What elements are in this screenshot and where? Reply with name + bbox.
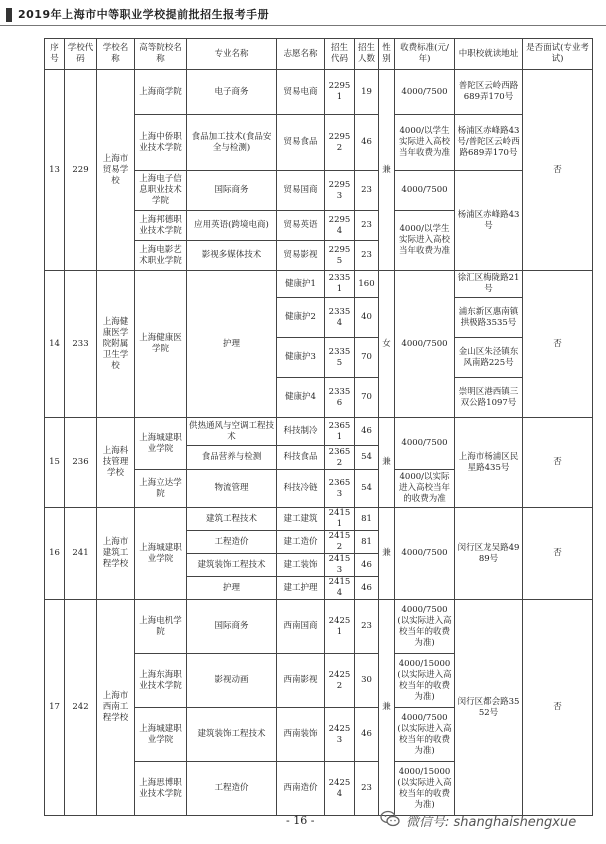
college-cell: 上海思博职业技术学院 <box>135 762 187 816</box>
school-name-cell: 上海科技管理学校 <box>97 418 135 508</box>
count-cell: 46 <box>355 577 379 600</box>
header-divider <box>0 25 606 26</box>
college-cell: 上海立达学院 <box>135 470 187 508</box>
count-cell: 19 <box>355 70 379 115</box>
seq-cell: 14 <box>45 271 65 418</box>
address-cell: 普陀区云岭西路689弄170号 <box>455 70 523 115</box>
col-enroll-code: 招生代码 <box>325 39 355 70</box>
col-major: 专业名称 <box>187 39 277 70</box>
interview-cell: 否 <box>523 271 593 418</box>
table-row <box>45 70 593 115</box>
major-cell: 建筑装饰工程技术 <box>187 708 277 762</box>
table-row <box>45 418 593 446</box>
volunteer-cell: 健康护2 <box>277 298 325 338</box>
interview-cell: 否 <box>523 600 593 816</box>
gender-cell: 兼 <box>379 600 395 816</box>
page-header <box>0 0 606 26</box>
school-code-cell: 242 <box>65 600 97 816</box>
school-name-cell: 上海健康医学院附属卫生学校 <box>97 271 135 418</box>
page-title: 2019年上海市中等职业学校提前批招生报考手册 <box>18 8 270 21</box>
header-bar-mark <box>6 8 12 22</box>
enroll-code-cell: 22955 <box>325 241 355 271</box>
college-cell: 上海邦德职业技术学院 <box>135 211 187 241</box>
enroll-code-cell: 22953 <box>325 171 355 211</box>
address-cell: 上海市杨浦区民星路435号 <box>455 418 523 508</box>
count-cell: 23 <box>355 241 379 271</box>
volunteer-cell: 贸易电商 <box>277 70 325 115</box>
count-cell: 46 <box>355 115 379 171</box>
watermark-text: 微信号: shanghaishengxue <box>406 815 577 830</box>
major-cell: 国际商务 <box>187 171 277 211</box>
wechat-icon <box>380 810 400 828</box>
college-cell: 上海健康医学院 <box>135 271 187 418</box>
enroll-code-cell: 23651 <box>325 418 355 446</box>
seq-cell: 13 <box>45 70 65 271</box>
volunteer-cell: 健康护3 <box>277 338 325 378</box>
count-cell: 46 <box>355 708 379 762</box>
college-cell: 上海电影艺术职业学院 <box>135 241 187 271</box>
school-name-cell: 上海市西南工程学校 <box>97 600 135 816</box>
count-cell: 23 <box>355 211 379 241</box>
enroll-code-cell: 23355 <box>325 338 355 378</box>
fee-cell: 4000/7500 <box>395 508 455 600</box>
page-number: - 16 - <box>286 814 315 827</box>
interview-cell: 否 <box>523 70 593 271</box>
table-row <box>45 508 593 531</box>
interview-cell: 否 <box>523 508 593 600</box>
count-cell: 46 <box>355 554 379 577</box>
volunteer-cell: 西南装饰 <box>277 708 325 762</box>
fee-cell: 4000/以实际进入高校当年的收费为准 <box>395 470 455 508</box>
col-gender: 性别 <box>379 39 395 70</box>
enroll-code-cell: 23652 <box>325 446 355 470</box>
address-cell: 闵行区龙吴路4989号 <box>455 508 523 600</box>
count-cell: 23 <box>355 171 379 211</box>
fee-cell: 4000/7500(以实际进入高校当年的收费为准) <box>395 600 455 654</box>
interview-cell: 否 <box>523 418 593 508</box>
count-cell: 81 <box>355 508 379 531</box>
college-cell: 上海城建职业学院 <box>135 418 187 470</box>
enroll-code-cell: 24251 <box>325 600 355 654</box>
fee-cell: 4000/7500 <box>395 418 455 470</box>
volunteer-cell: 西南影视 <box>277 654 325 708</box>
volunteer-cell: 西南造价 <box>277 762 325 816</box>
major-cell: 国际商务 <box>187 600 277 654</box>
address-cell: 崇明区港西镇三双公路1097号 <box>455 378 523 418</box>
fee-cell: 4000/7500 <box>395 271 455 418</box>
volunteer-cell: 健康护4 <box>277 378 325 418</box>
col-seq: 序号 <box>45 39 65 70</box>
gender-cell: 兼 <box>379 508 395 600</box>
col-volunteer: 志愿名称 <box>277 39 325 70</box>
major-cell: 供热通风与空调工程技术 <box>187 418 277 446</box>
school-code-cell: 236 <box>65 418 97 508</box>
volunteer-cell: 西南国商 <box>277 600 325 654</box>
watermark <box>380 808 600 832</box>
enroll-code-cell: 23354 <box>325 298 355 338</box>
enroll-code-cell: 24254 <box>325 762 355 816</box>
fee-cell: 4000/7500(以实际进入高校当年的收费为准) <box>395 708 455 762</box>
school-name-cell: 上海市贸易学校 <box>97 70 135 271</box>
count-cell: 54 <box>355 470 379 508</box>
enroll-code-cell: 22954 <box>325 211 355 241</box>
volunteer-cell: 科技冷链 <box>277 470 325 508</box>
volunteer-cell: 建工建筑 <box>277 508 325 531</box>
enroll-code-cell: 24151 <box>325 508 355 531</box>
major-cell: 影视多媒体技术 <box>187 241 277 271</box>
count-cell: 23 <box>355 762 379 816</box>
address-cell: 杨浦区赤峰路43号/普陀区云岭西路689弄170号 <box>455 115 523 171</box>
count-cell: 160 <box>355 271 379 298</box>
college-cell: 上海电机学院 <box>135 600 187 654</box>
major-cell: 工程造价 <box>187 531 277 554</box>
school-code-cell: 233 <box>65 271 97 418</box>
count-cell: 81 <box>355 531 379 554</box>
col-school-name: 学校名称 <box>97 39 135 70</box>
major-cell: 电子商务 <box>187 70 277 115</box>
table-row <box>45 600 593 654</box>
college-cell: 上海东海职业技术学院 <box>135 654 187 708</box>
major-cell: 应用英语(跨境电商) <box>187 211 277 241</box>
fee-cell: 4000/以学生实际进入高校当年收费为准 <box>395 211 455 271</box>
col-count: 招生人数 <box>355 39 379 70</box>
col-interview: 是否面试(专业考试) <box>523 39 593 70</box>
major-cell: 物流管理 <box>187 470 277 508</box>
college-cell: 上海电子信息职业技术学院 <box>135 171 187 211</box>
volunteer-cell: 建工装饰 <box>277 554 325 577</box>
enroll-code-cell: 24252 <box>325 654 355 708</box>
count-cell: 54 <box>355 446 379 470</box>
count-cell: 23 <box>355 600 379 654</box>
major-cell: 工程造价 <box>187 762 277 816</box>
enroll-code-cell: 24253 <box>325 708 355 762</box>
enroll-code-cell: 24154 <box>325 577 355 600</box>
col-college-name: 高等院校名称 <box>135 39 187 70</box>
count-cell: 70 <box>355 338 379 378</box>
enroll-code-cell: 24152 <box>325 531 355 554</box>
school-name-cell: 上海市建筑工程学校 <box>97 508 135 600</box>
college-cell: 上海中侨职业技术学院 <box>135 115 187 171</box>
seq-cell: 16 <box>45 508 65 600</box>
fee-cell: 4000/15000(以实际进入高校当年的收费为准) <box>395 654 455 708</box>
volunteer-cell: 贸易食品 <box>277 115 325 171</box>
major-cell: 食品营养与检测 <box>187 446 277 470</box>
enroll-code-cell: 24153 <box>325 554 355 577</box>
gender-cell: 女 <box>379 271 395 418</box>
address-cell: 杨浦区赤峰路43号 <box>455 171 523 271</box>
volunteer-cell: 贸易英语 <box>277 211 325 241</box>
volunteer-cell: 科技食品 <box>277 446 325 470</box>
admission-table <box>44 38 593 816</box>
col-school-code: 学校代码 <box>65 39 97 70</box>
seq-cell: 15 <box>45 418 65 508</box>
table-header-row <box>45 39 593 70</box>
fee-cell: 4000/7500 <box>395 171 455 211</box>
enroll-code-cell: 23351 <box>325 271 355 298</box>
gender-cell: 兼 <box>379 418 395 508</box>
school-code-cell: 241 <box>65 508 97 600</box>
major-cell: 影视动画 <box>187 654 277 708</box>
address-cell: 徐汇区梅陇路21号 <box>455 271 523 298</box>
enroll-code-cell: 23653 <box>325 470 355 508</box>
volunteer-cell: 建工造价 <box>277 531 325 554</box>
major-cell: 食品加工技术(食品安全与检测) <box>187 115 277 171</box>
college-cell: 上海城建职业学院 <box>135 508 187 600</box>
count-cell: 46 <box>355 418 379 446</box>
count-cell: 40 <box>355 298 379 338</box>
enroll-code-cell: 23356 <box>325 378 355 418</box>
address-cell: 浦东新区惠南镇拱极路3535号 <box>455 298 523 338</box>
enroll-code-cell: 22952 <box>325 115 355 171</box>
volunteer-cell: 建工护理 <box>277 577 325 600</box>
enroll-code-cell: 22951 <box>325 70 355 115</box>
major-cell: 建筑工程技术 <box>187 508 277 531</box>
major-cell: 建筑装饰工程技术 <box>187 554 277 577</box>
college-cell: 上海城建职业学院 <box>135 708 187 762</box>
major-cell: 护理 <box>187 271 277 418</box>
school-code-cell: 229 <box>65 70 97 271</box>
volunteer-cell: 贸易影视 <box>277 241 325 271</box>
address-cell: 闵行区都会路3552号 <box>455 600 523 816</box>
seq-cell: 17 <box>45 600 65 816</box>
fee-cell: 4000/15000(以实际进入高校当年的收费为准) <box>395 762 455 816</box>
volunteer-cell: 贸易国商 <box>277 171 325 211</box>
address-cell: 金山区朱泾镇东风南路225号 <box>455 338 523 378</box>
count-cell: 30 <box>355 654 379 708</box>
col-fee: 收费标准(元/年) <box>395 39 455 70</box>
gender-cell: 兼 <box>379 70 395 271</box>
volunteer-cell: 健康护1 <box>277 271 325 298</box>
college-cell: 上海商学院 <box>135 70 187 115</box>
major-cell: 护理 <box>187 577 277 600</box>
col-address: 中职校就读地址 <box>455 39 523 70</box>
table-row <box>45 271 593 298</box>
fee-cell: 4000/7500 <box>395 70 455 115</box>
count-cell: 70 <box>355 378 379 418</box>
volunteer-cell: 科技制冷 <box>277 418 325 446</box>
fee-cell: 4000/以学生实际进入高校当年收费为准 <box>395 115 455 171</box>
